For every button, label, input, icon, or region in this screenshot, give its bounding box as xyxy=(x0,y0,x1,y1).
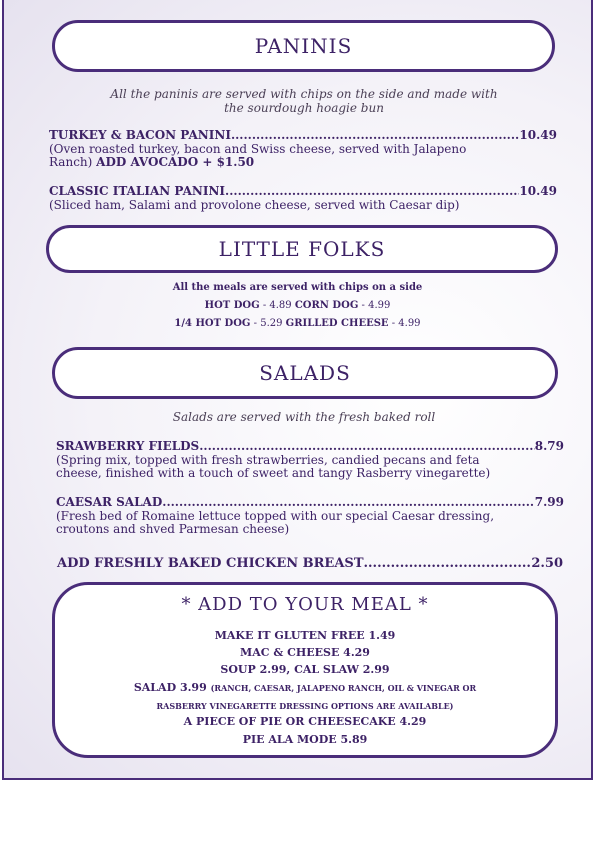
little-folks-row-2: 1/4 HOT DOG - 5.29 GRILLED CHEESE - 4.99 xyxy=(174,318,421,329)
item-price: 7.99 xyxy=(534,495,564,509)
addon-dressing-options: RASBERRY VINEGARETTE DRESSING OPTIONS ARE AVAILABLE) xyxy=(156,701,454,711)
salad-caesar-desc: (Fresh bed of Romaine lettuce topped with our special Caesar dressing, croutons and shved Parmesan cheese) xyxy=(56,509,495,536)
paninis-title: PANINIS xyxy=(254,34,353,58)
item-name: CLASSIC ITALIAN PANINI xyxy=(49,184,226,198)
add-chicken-line xyxy=(57,556,563,572)
avocado-addon: ADD AVOCADO + $1.50 xyxy=(96,155,255,169)
salad-item-caesar xyxy=(56,495,564,509)
addon-mac-cheese: MAC & CHEESE 4.29 xyxy=(240,646,370,659)
panini-item-italian xyxy=(49,184,557,198)
salad-item-strawberry xyxy=(56,439,564,453)
little-folks-row-1: HOT DOG - 4.89 CORN DOG - 4.99 xyxy=(204,300,391,311)
leader-dots xyxy=(199,439,535,453)
salad-strawberry-desc: (Spring mix, topped with fresh strawberries, candied pecans and feta cheese, finished with a touch of sweet and tangy Rasberry vinegarette) xyxy=(56,453,491,480)
little-folks-header xyxy=(46,225,558,273)
item-price: 10.49 xyxy=(519,184,557,198)
item-name: TURKEY & BACON PANINI xyxy=(49,128,231,142)
leader-dots xyxy=(162,495,535,509)
item-price: 10.49 xyxy=(519,128,557,142)
item-name: CAESAR SALAD xyxy=(56,495,163,509)
leader-dots xyxy=(364,556,532,572)
panini-item-turkey xyxy=(49,128,557,142)
item-price: 8.79 xyxy=(534,439,564,453)
addon-pie-cheesecake: A PIECE OF PIE OR CHEESECAKE 4.29 xyxy=(183,715,427,728)
add-to-meal-box xyxy=(52,582,558,758)
salads-intro: Salads are served with the fresh baked roll xyxy=(172,410,436,424)
addon-salad: SALAD 3.99 (RANCH, CAESAR, JALAPENO RANCH, OIL & VINEGAR OR xyxy=(133,681,477,694)
salads-header xyxy=(52,347,558,399)
salads-title: SALADS xyxy=(259,361,351,385)
panini-turkey-desc: (Oven roasted turkey, bacon and Swiss cheese, served with Jalapeno Ranch) ADD AVOCADO + $1.50 xyxy=(49,142,467,169)
paninis-header xyxy=(52,20,555,72)
leader-dots xyxy=(231,128,519,142)
add-to-meal-title: * ADD TO YOUR MEAL * xyxy=(181,594,429,615)
paninis-intro: All the paninis are served with chips on the side and made with the sourdough hoagie bun xyxy=(110,87,498,115)
little-folks-intro: All the meals are served with chips on a side xyxy=(172,282,423,293)
leader-dots xyxy=(225,184,519,198)
addon-soup-slaw: SOUP 2.99, CAL SLAW 2.99 xyxy=(220,663,390,676)
little-folks-title: LITTLE FOLKS xyxy=(218,237,386,261)
panini-italian-desc: (Sliced ham, Salami and provolone cheese, served with Caesar dip) xyxy=(49,198,460,212)
addon-gluten-free: MAKE IT GLUTEN FREE 1.49 xyxy=(214,629,396,642)
item-name: SRAWBERRY FIELDS xyxy=(56,439,200,453)
menu-page xyxy=(2,0,593,780)
item-price: 2.50 xyxy=(531,556,563,571)
addon-pie-ala-mode: PIE ALA MODE 5.89 xyxy=(242,733,368,746)
item-name: ADD FRESHLY BAKED CHICKEN BREAST xyxy=(57,556,364,571)
